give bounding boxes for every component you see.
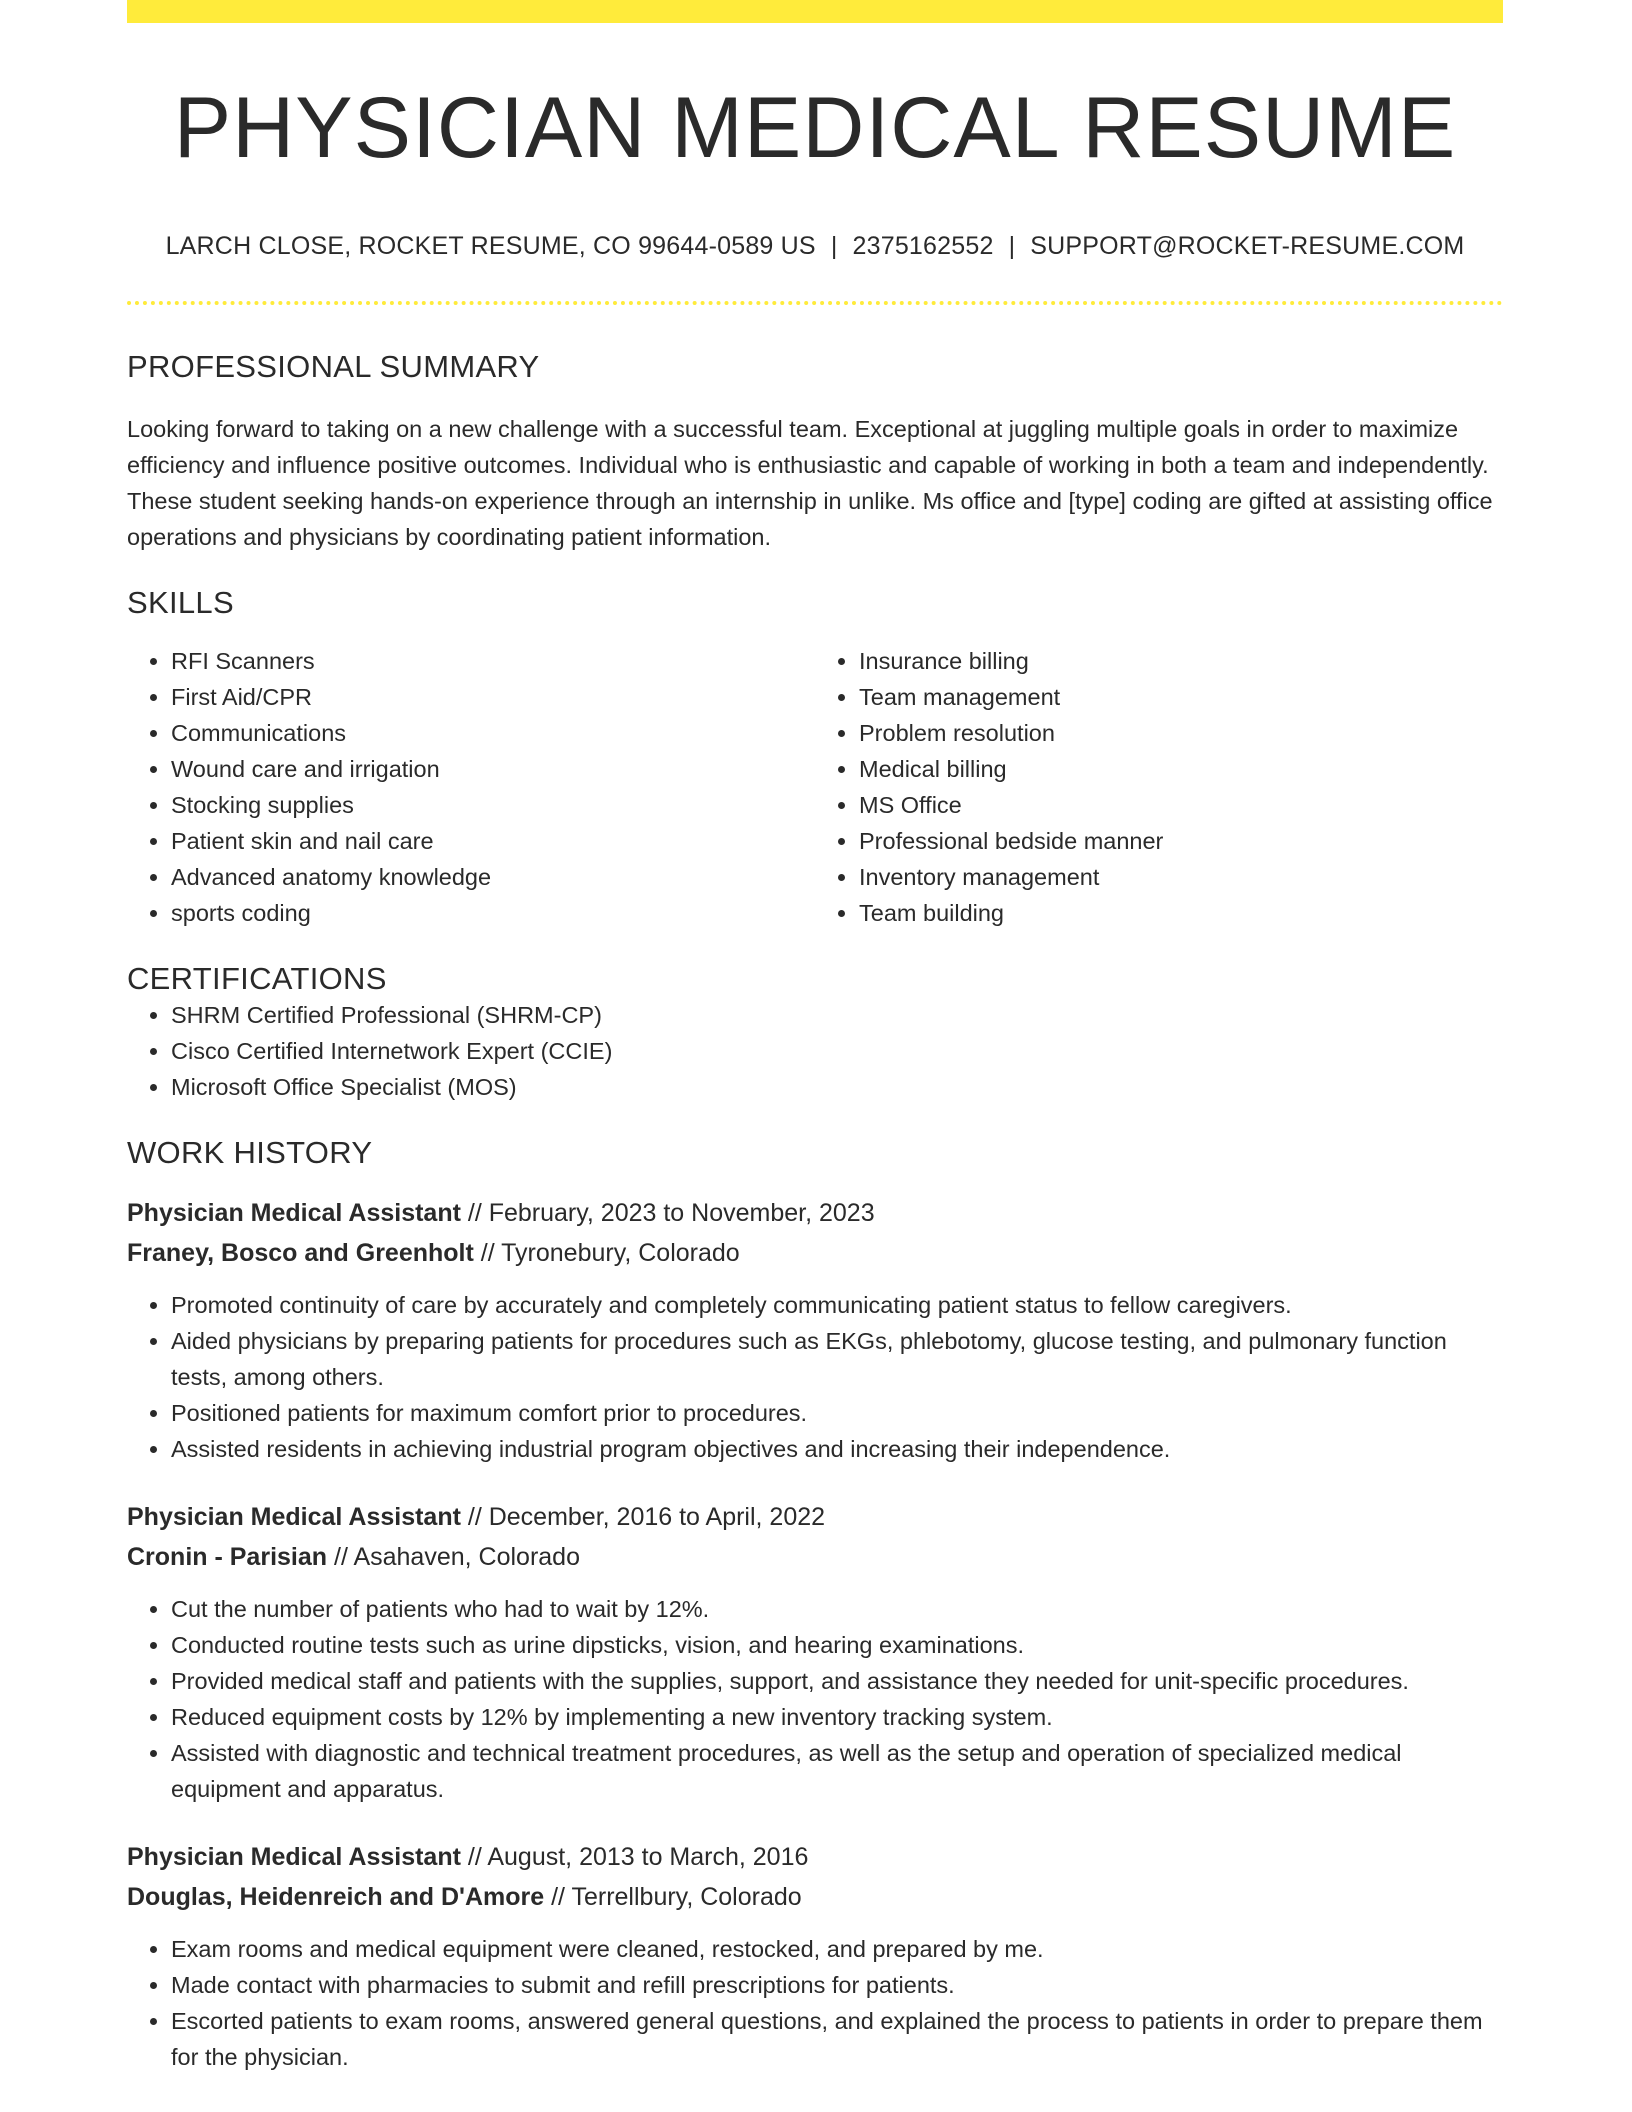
job-entry xyxy=(127,1497,1503,1807)
certification-item: • Cisco Certified Internetwork Expert (CCIE) xyxy=(171,1033,1503,1069)
summary-text: Looking forward to taking on a new challenge with a successful team. Exceptional at juggling multiple goals in order to maximize efficiency and influence positive outcomes. Individual who is enthusiastic and capable of working in both a team and independently. These student seeking hands-on experience through an internship in unlike. Ms office and [type] coding are gifted at assisting office operations and physicians by coordinating patient information. xyxy=(127,415,1493,550)
contact-separator: | xyxy=(830,231,838,260)
job-bullet: • Escorted patients to exam rooms, answered general questions, and explained the process to patients in order to prepare them for the physician. xyxy=(171,2003,1503,2075)
job-bullets xyxy=(127,1287,1503,1467)
job-location: // Terrellbury, Colorado xyxy=(544,1882,802,1911)
job-bullet: • Exam rooms and medical equipment were cleaned, restocked, and prepared by me. xyxy=(171,1931,1503,1967)
job-bullet: • Aided physicians by preparing patients for procedures such as EKGs, phlebotomy, glucose testing, and pulmonary function tests, among others. xyxy=(171,1323,1503,1395)
skill-item: • Problem resolution xyxy=(859,715,1503,751)
skill-item: • sports coding xyxy=(171,895,815,931)
job-title-line xyxy=(127,1193,1503,1233)
certification-item: • SHRM Certified Professional (SHRM-CP) xyxy=(171,997,1503,1033)
certification-item: • Microsoft Office Specialist (MOS) xyxy=(171,1069,1503,1105)
job-bullets xyxy=(127,1931,1503,2075)
work-history-heading: WORK HISTORY xyxy=(127,1134,373,1170)
job-title: Physician Medical Assistant xyxy=(127,1198,461,1227)
skill-item: • Patient skin and nail care xyxy=(171,823,815,859)
job-title-line xyxy=(127,1837,1503,1877)
skill-item: • Stocking supplies xyxy=(171,787,815,823)
skills-heading: SKILLS xyxy=(127,584,234,620)
job-bullet: • Assisted with diagnostic and technical treatment procedures, as well as the setup and operation of specialized medical equipment and apparatus. xyxy=(171,1735,1503,1807)
dotted-divider xyxy=(127,301,1503,305)
job-title: Physician Medical Assistant xyxy=(127,1502,461,1531)
job-entry xyxy=(127,1193,1503,1467)
job-company-line xyxy=(127,1537,1503,1577)
certifications-heading: CERTIFICATIONS xyxy=(127,960,387,996)
top-accent-bar xyxy=(127,0,1503,23)
job-bullets xyxy=(127,1591,1503,1807)
skill-item: • RFI Scanners xyxy=(171,643,815,679)
skill-item: • Team building xyxy=(859,895,1503,931)
skill-item: • Wound care and irrigation xyxy=(171,751,815,787)
job-bullet: • Provided medical staff and patients with the supplies, support, and assistance they needed for unit-specific procedures. xyxy=(171,1663,1503,1699)
job-title-line xyxy=(127,1497,1503,1537)
job-bullet: • Made contact with pharmacies to submit and refill prescriptions for patients. xyxy=(171,1967,1503,2003)
job-dates: // August, 2013 to March, 2016 xyxy=(460,1842,809,1871)
contact-phone: 2375162552 xyxy=(852,231,994,260)
summary-heading: PROFESSIONAL SUMMARY xyxy=(127,348,540,384)
certifications-list xyxy=(127,997,1503,1105)
contact-address: LARCH CLOSE, ROCKET RESUME, CO 99644-0589 US xyxy=(165,231,816,260)
job-location: // Asahaven, Colorado xyxy=(327,1542,580,1571)
job-bullet: • Conducted routine tests such as urine dipsticks, vision, and hearing examinations. xyxy=(171,1627,1503,1663)
job-bullet: • Reduced equipment costs by 12% by implementing a new inventory tracking system. xyxy=(171,1699,1503,1735)
skill-item: • Insurance billing xyxy=(859,643,1503,679)
job-bullet: • Assisted residents in achieving industrial program objectives and increasing their independence. xyxy=(171,1431,1503,1467)
skills-list-left xyxy=(127,643,815,931)
skill-item: • Team management xyxy=(859,679,1503,715)
skill-item: • Professional bedside manner xyxy=(859,823,1503,859)
skill-item: • First Aid/CPR xyxy=(171,679,815,715)
resume-title: PHYSICIAN MEDICAL RESUME xyxy=(173,80,1457,176)
job-company-line xyxy=(127,1233,1503,1273)
job-location: // Tyronebury, Colorado xyxy=(473,1238,740,1267)
job-bullet: • Positioned patients for maximum comfort prior to procedures. xyxy=(171,1395,1503,1431)
job-company: Cronin - Parisian xyxy=(127,1542,328,1571)
job-company: Douglas, Heidenreich and D'Amore xyxy=(127,1882,545,1911)
job-company-line xyxy=(127,1877,1503,1917)
resume-page xyxy=(127,0,1503,2075)
job-entry xyxy=(127,1837,1503,2075)
job-title: Physician Medical Assistant xyxy=(127,1842,461,1871)
skill-item: • Communications xyxy=(171,715,815,751)
job-dates: // December, 2016 to April, 2022 xyxy=(460,1502,826,1531)
skill-item: • Advanced anatomy knowledge xyxy=(171,859,815,895)
job-bullet: • Promoted continuity of care by accurately and completely communicating patient status to fellow caregivers. xyxy=(171,1287,1503,1323)
job-company: Franey, Bosco and Greenholt xyxy=(127,1238,474,1267)
contact-separator: | xyxy=(1008,231,1016,260)
contact-email: SUPPORT@ROCKET-RESUME.COM xyxy=(1030,231,1465,260)
contact-line xyxy=(127,232,1503,261)
job-bullet: • Cut the number of patients who had to wait by 12%. xyxy=(171,1591,1503,1627)
skill-item: • Medical billing xyxy=(859,751,1503,787)
skill-item: • Inventory management xyxy=(859,859,1503,895)
job-dates: // February, 2023 to November, 2023 xyxy=(460,1198,875,1227)
skill-item: • MS Office xyxy=(859,787,1503,823)
skills-list-right xyxy=(815,643,1503,931)
skills-columns xyxy=(127,643,1503,931)
